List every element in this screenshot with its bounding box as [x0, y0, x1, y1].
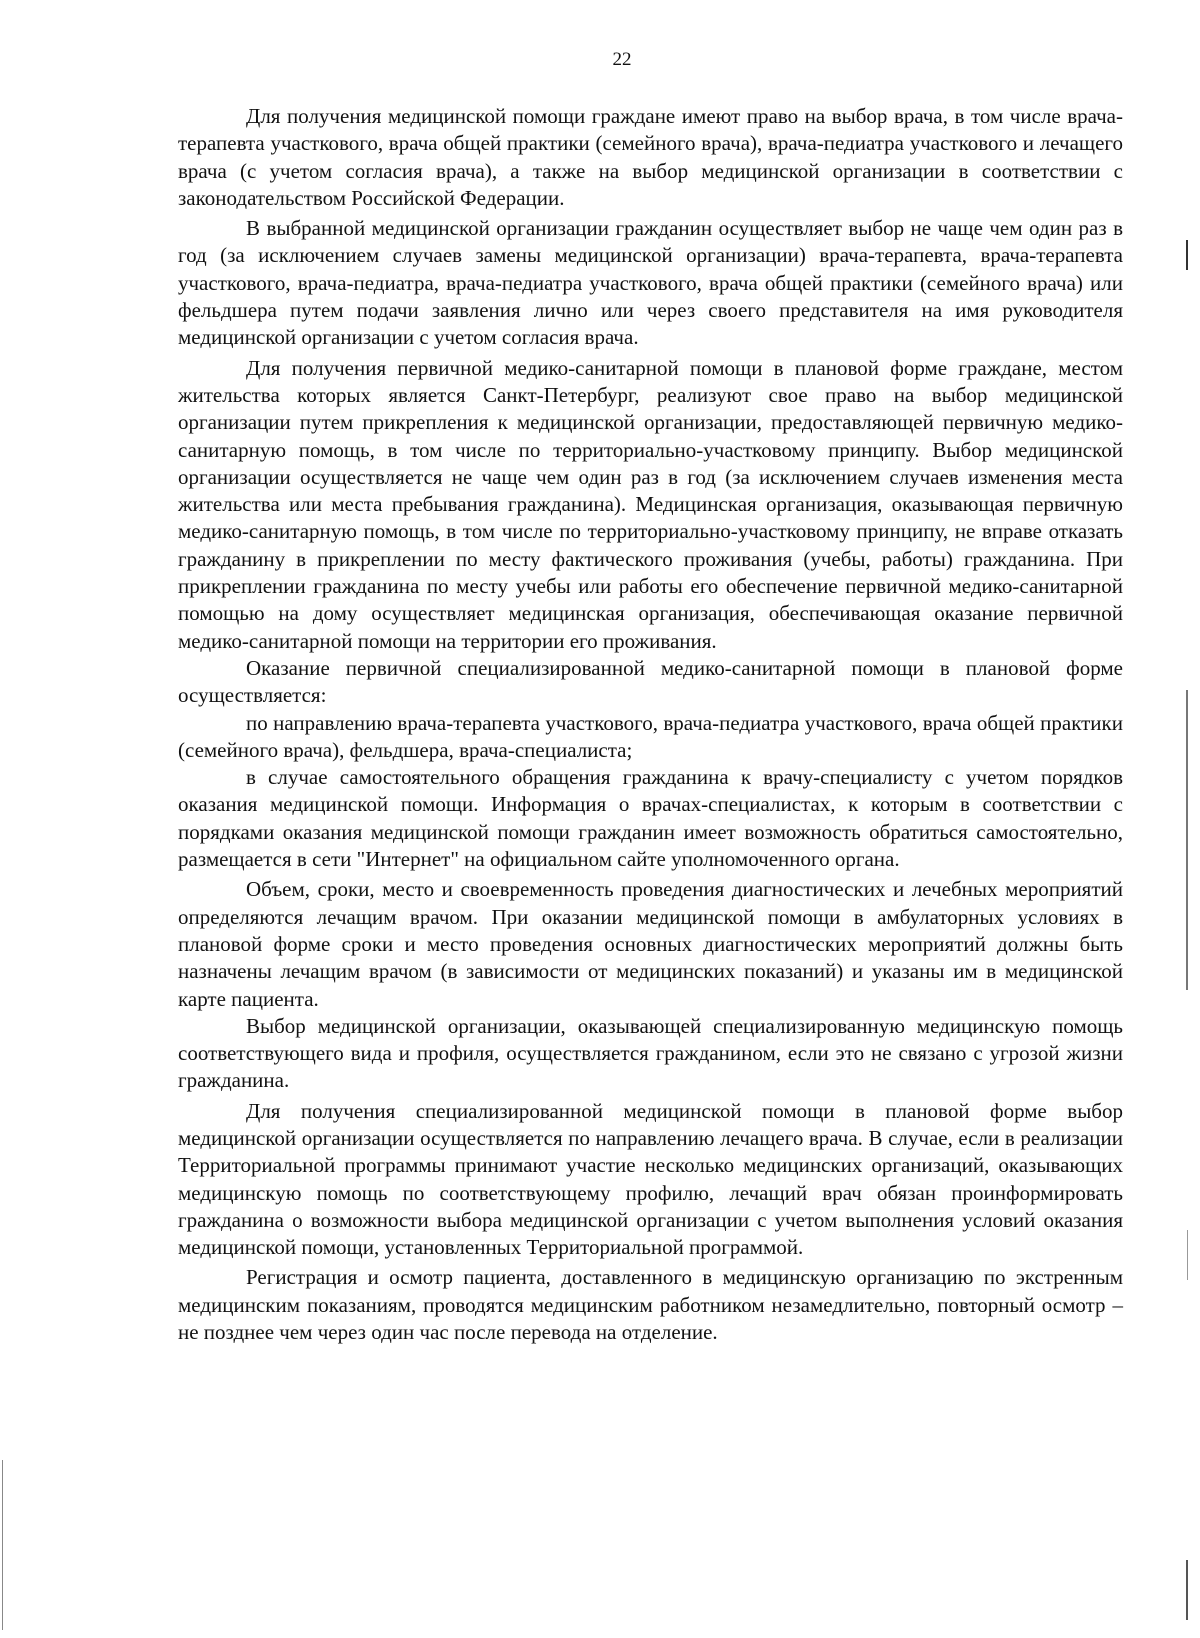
- scan-edge-mark: [1186, 690, 1188, 990]
- scan-edge-mark: [1186, 240, 1188, 270]
- scan-edge-mark: [1187, 1230, 1188, 1280]
- paragraph-selection-frequency: В выбранной медицинской организации гражданин осуществляет выбор не чаще чем один раз в год (за исключением случаев замены медицинской организации) врача-терапевта, врача-терапевта участкового, врача-педиатра, врача-педиатра участкового, врача общей практики (семейного врача) или фельдшера путем подачи заявления лично или через своего представителя на имя руководителя медицинской организации с учетом согласия врача.: [178, 216, 1123, 350]
- document-body: [178, 103, 1123, 1346]
- scan-edge-mark: [1186, 1560, 1188, 1620]
- paragraph-specialized-choice: Выбор медицинской организации, оказывающей специализированную медицинскую помощь соответствующего вида и профиля, осуществляется гражданином, если это не связано с угрозой жизни гражданина.: [178, 1013, 1123, 1093]
- paragraph-diagnostics-timing: Объем, сроки, место и своевременность проведения диагностических и лечебных мероприятий определяются лечащим врачом. При оказании медицинской помощи в амбулаторных условиях в плановой форме сроки и место проведения основных диагностических мероприятий должны быть назначены лечащим врачом (в зависимости от медицинских показаний) и указаны им в медицинской карте пациента.: [178, 877, 1123, 1011]
- paragraph-primary-care-attachment: Для получения первичной медико-санитарной помощи в плановой форме граждане, местом жительства которых является Санкт-Петербург, реализуют свое право на выбор медицинской организации путем прикрепления к медицинской организации, предоставляющей первичную медико-санитарную помощь, в том числе по территориально-участковому принципу. Выбор медицинской организации осуществляется не чаще чем один раз в год (за исключением случаев изменения места жительства или места пребывания гражданина). Медицинская организация, оказывающая первичную медико-санитарную помощь, в том числе по территориально-участковому принципу, не вправе отказать гражданину в прикреплении по месту фактического проживания (учебы, работы) гражданина. При прикреплении гражданина по месту учебы или работы его обеспечение первичной медико-санитарной помощью на дому осуществляет медицинская организация, обеспечивающая оказание первичной медико-санитарной помощи на территории его проживания.: [178, 355, 1123, 653]
- paragraph-doctor-choice: Для получения медицинской помощи граждане имеют право на выбор врача, в том числе врача-терапевта участкового, врача общей практики (семейного врача), врача-педиатра участкового и лечащего врача (с учетом согласия врача), а также на выбор медицинской организации в соответствии с законодательством Российской Федерации.: [178, 104, 1123, 210]
- scan-edge-mark: [2, 1460, 3, 1630]
- paragraph-emergency-registration: Регистрация и осмотр пациента, доставленного в медицинскую организацию по экстренным медицинским показаниям, проводятся медицинским работником незамедлительно, повторный осмотр – не позднее чем через один час после перевода на отделение.: [178, 1265, 1123, 1345]
- paragraph-specialized-primary-care: Оказание первичной специализированной медико-санитарной помощи в плановой форме осуществляется:: [178, 655, 1123, 708]
- paragraph-planned-specialized-care: Для получения специализированной медицинской помощи в плановой форме выбор медицинской организации осуществляется по направлению лечащего врача. В случае, если в реализации Территориальной программы принимают участие несколько медицинских организаций, оказывающих медицинскую помощь по соответствующему профилю, лечащий врач обязан проинформировать гражданина о возможности выбора медицинской организации с учетом выполнения условий оказания медицинской помощи, установленных Территориальной программой.: [178, 1098, 1123, 1260]
- paragraph-referral: по направлению врача-терапевта участкового, врача-педиатра участкового, врача общей практики (семейного врача), фельдшера, врача-специалиста;: [178, 710, 1123, 762]
- paragraph-self-referral: в случае самостоятельного обращения гражданина к врачу-специалисту с учетом порядков оказания медицинской помощи. Информация о врачах-специалистах, к которым в соответствии с порядками оказания медицинской помощи гражданин имеет возможность обратиться самостоятельно, размещается в сети "Интернет" на официальном сайте уполномоченного органа.: [178, 765, 1123, 872]
- page-number: 22: [612, 49, 632, 70]
